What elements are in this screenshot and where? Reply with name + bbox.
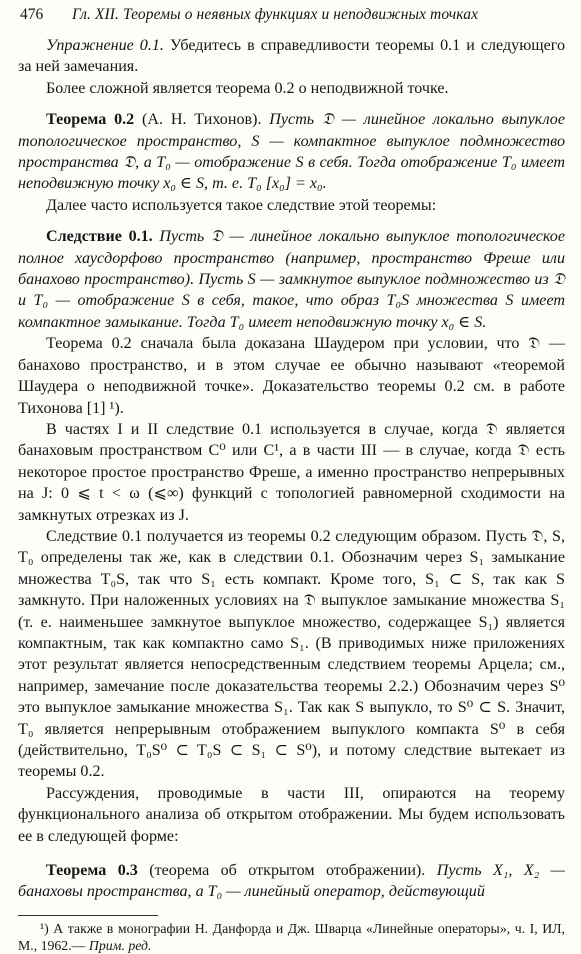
theorem-0-2 [18, 109, 565, 195]
text-run: Прим. ред. [88, 937, 152, 953]
text-run: Упражнение 0.1. [46, 37, 164, 54]
theorem-0-3 [18, 860, 565, 903]
text-run: Пусть X₁, X₂ — банаховы пространства, а T₀ — линейный оператор, действующий [18, 862, 565, 901]
footnote-text [18, 920, 565, 954]
text-run: (теорема об открытом отображении). [137, 862, 437, 880]
page-number: 476 [20, 6, 44, 23]
text-run: Пусть 𝔇 — линейное локально выпуклое топологическое пространство, S — компактное выпуклое подмножество пространства 𝔇, а T₀ — отображение S в себя. Тогда отображение T₀ имеет неподвижную точку x₀ ∈ S, т. е. T₀ [x₀] = x₀. [18, 111, 565, 193]
text-run: В частях I и II следствие 0.1 используется в случае, когда 𝔇 является банаховым пространством C⁰ или C¹, а в части III — в случае, когда 𝔇 есть некоторое простое пространство Фреше, а именно пространство непрерывных на J: 0 ⩽ t < ω (⩽∞) функций с топологией равномерной сходимости на замкнутых отрезках из J. [18, 420, 565, 524]
paragraph-parts-usage [18, 419, 565, 526]
running-head [18, 6, 565, 28]
paragraph-corollary-proof [18, 526, 565, 783]
footnote-rule [18, 915, 158, 916]
text-run: Теорема 0.2 [46, 111, 135, 129]
text-run: (А. Н. Тихонов). [134, 111, 270, 129]
text-run: Убедитесь в справедливости теоремы 0.1 и следующего за ней замечания. [18, 37, 565, 76]
text-run: Далее часто используется такое следствие этой теоремы: [46, 196, 437, 214]
text-run: Следствие 0.1 получается из теоремы 0.2 следующим образом. Пусть 𝔇, S, T₀ определены так же, как в следствии 0.1. Обозначим через S₁ замыкание множества T₀S, так что S₁ есть компакт. Кроме того, S₁ ⊂ S, так как S замкнуто. При наложенных условиях на 𝔇 выпуклое замыкание множества S₁ (т. е. наименьшее замкнутое выпуклое множество, содержащее S₁) является компактным, так как компактно само S₁. (В приводимых ниже приложениях этот результат является непосредственным следствием теоремы Арцела; см., например, замечание после доказательства теоремы 2.2.) Обозначим через S⁰ это выпуклое замыкание множества S₁. Так как S выпукло, то S⁰ ⊂ S. Значит, T₀ является непрерывным отображением выпуклого компакта S⁰ в себя (действительно, T₀S⁰ ⊂ T₀S ⊂ S₁ ⊂ S⁰), и потому следствие вытекает из теоремы 0.2. [18, 527, 565, 781]
paragraph-corollary-intro [18, 195, 565, 216]
text-run: Следствие 0.1. [46, 228, 153, 246]
exercise-0-1 [18, 35, 565, 78]
text-run: Пусть 𝔇 — линейное локально выпуклое топологическое полное хаусдорфово пространство (например, пространство Фреше или банахово пространство). Пусть S — замкнутое выпуклое подмножество из 𝔇 и T₀ — отображение S в себя, такое, что образ T₀S множества S имеет компактное замыкание. Тогда T₀ имеет неподвижную точку x₀ ∈ S. [18, 228, 565, 331]
footnote [18, 915, 565, 954]
text-run: ¹) А также в монографии Н. Данфорда и Дж. Шварца «Линейные операторы», ч. I, ИЛ, М., 1962.— [18, 920, 565, 953]
text-run: Теорема 0.2 сначала была доказана Шаудером при условии, что 𝔇 — банахово пространство, и в этом случае ее обычно называют «теоремой Шаудера о неподвижной точке». Доказательство теоремы 0.2 см. в работе Тихонова [1] ¹). [18, 335, 565, 417]
corollary-0-1 [18, 226, 565, 333]
text-run: Рассуждения, проводимые в части III, опираются на теорему функционального анализа об открытом отображении. Мы будем использовать ее в следующей форме: [18, 784, 565, 845]
running-title: Гл. XII. Теоремы о неявных функциях и неподвижных точках [72, 6, 479, 23]
paragraph-open-mapping-intro [18, 783, 565, 847]
text-run: Более сложной является теорема 0.2 о неподвижной точке. [46, 79, 449, 97]
body-text [18, 35, 565, 903]
paragraph-intro-theorem-0-2 [18, 78, 565, 99]
text-run: Теорема 0.3 [46, 862, 138, 880]
paragraph-schauder [18, 333, 565, 419]
